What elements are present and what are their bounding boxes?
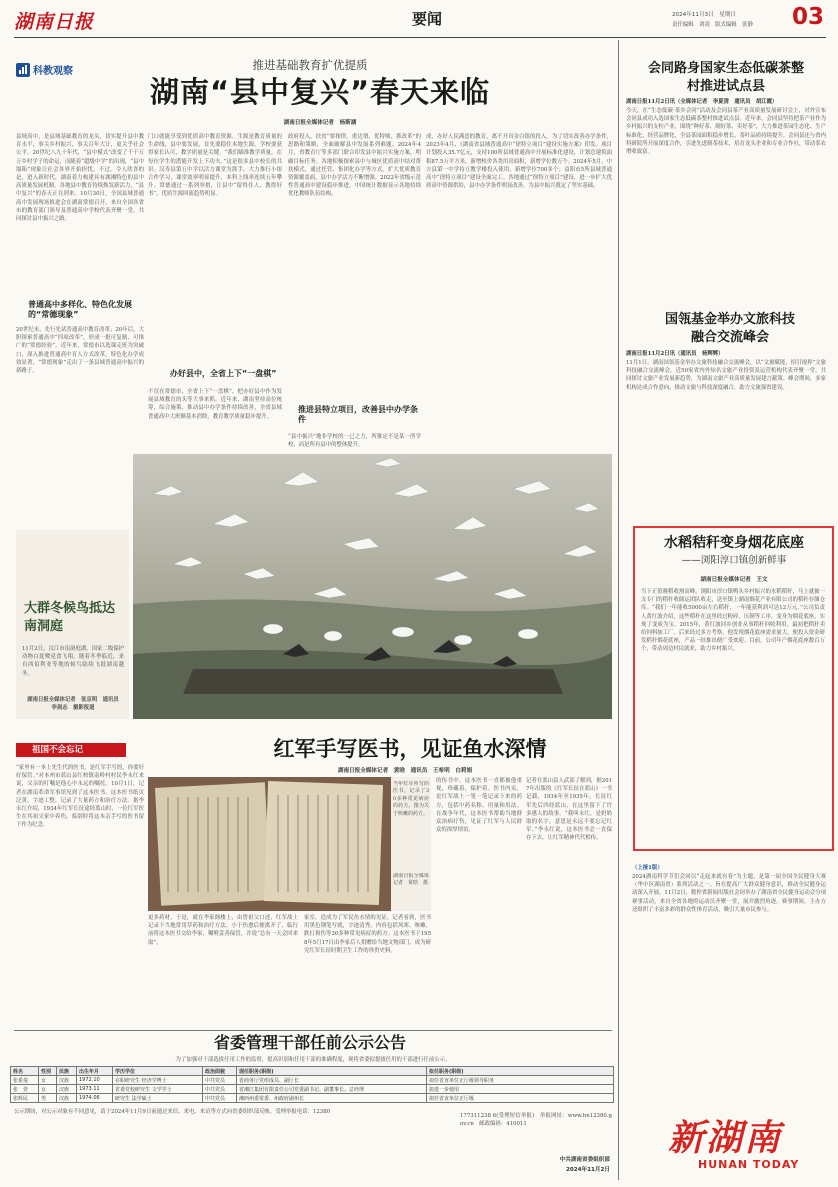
newspaper-logo: 湖南日报 bbox=[14, 11, 95, 33]
table-row bbox=[11, 1076, 614, 1085]
section-tag bbox=[16, 743, 126, 757]
photo-feature-caption: 11月2日，汉江市南洞庭湖，国家二级保护动物白琵鹭觅食飞翔。随着冬季临近，来自西伯利亚等地的候鸟陆续飞抵湖南越冬。 bbox=[22, 646, 124, 677]
notice-footer-text: 公示期间，对公示对象有不同意见，请于2024年11月9日前通过来信、来电、来访等方式向省委组织部反映。受理举报电话：12380 bbox=[14, 1109, 331, 1115]
table-cell: 中共党员 bbox=[203, 1085, 237, 1094]
table-cell: 省商务厅党组成员、副厅长 bbox=[237, 1076, 427, 1085]
feature-col1b: 20世纪末，先行先试普通高中教育改革；20年后，大胆探索普通高中“四项改革”，形成一批可复制、可推广的“常德经验”。近年来，常德市以选课走班为突破口，深入推进普通高中育人方式改革，特色化办学成效显著，“常德现象”走出了一条县域普通高中振兴的新路子。 bbox=[16, 327, 144, 375]
notice-intro: 为了加强对干部选拔任用工作的监督，提高识别和任用干部的准确程度，现将省委拟提拔任用的干部进行任前公示。 bbox=[175, 1057, 451, 1063]
col-gender: 性别 bbox=[39, 1067, 57, 1076]
table-cell: 1973.11 bbox=[77, 1085, 113, 1094]
table-cell: 张辉民 bbox=[11, 1094, 39, 1103]
watermark bbox=[660, 1110, 830, 1180]
table-cell: 拟进一步使用 bbox=[427, 1085, 614, 1094]
feature-col3b: “县中振兴”地非学校的一已之力，所推定不是某一所学校，而是所有县中的整体提升。 bbox=[288, 434, 421, 449]
sidebar-story1-text: 今天，在“生态低碳·茶乡会同”活动及会同县茶产业高质量发展研讨会上，对外宣布会同县成功入选国家生态低碳茶整村推进试点县。近年来，会同县坚持把茶产业作为乡村振兴的支柱产业，围绕“种好茶、制好茶、卖好茶”，大力推进茶园生态化、生产标准化、经营品牌化，全县茶园面积稳步增长，茶叶品质持续提升。会同县还与省内科研院所开展深度合作，引进先进制茶技术，培育龙头企业和专业合作社，带动茶农增收致富。 bbox=[626, 108, 826, 156]
col-current: 现任职务(职级) bbox=[237, 1067, 427, 1076]
feature-byline: 湖南日报全媒体记者 杨斯涵 bbox=[283, 120, 357, 126]
masthead bbox=[14, 6, 826, 36]
col-ethnicity: 民族 bbox=[57, 1067, 77, 1076]
table-cell: 汉族 bbox=[57, 1085, 77, 1094]
table-header-row bbox=[11, 1067, 614, 1076]
col-proposed: 拟任职务(职级) bbox=[427, 1067, 614, 1076]
notice-contact: 177311238 6(受理短信举报) 举报网址：www.hn12380.gov.cn 邮政编码：410011 bbox=[460, 1113, 612, 1128]
notice-headline: 省委管理干部任前公示公告 bbox=[213, 1033, 406, 1052]
feature-col1-subhead: 普通高中多样化、特色化发展的“常德现象” bbox=[28, 300, 132, 319]
table-cell: 张希曼 bbox=[11, 1076, 39, 1085]
sidebar-story1-headline: 会同路身国家生态低碳茶整村推进试点县 bbox=[647, 61, 804, 94]
lower-col2: 更多药材，于是，就在李家阁楼上，由曾祖父口述，红军战士记录下当地常用草药和治疗方法。小于伤愈后便离开了，临行前将这本医书交给李家，嘱咐妥善保管，并说“总有一天会回来取”。 bbox=[148, 915, 298, 946]
egret-photo-caption-box bbox=[16, 530, 129, 719]
watermark-logo: 新湖南 bbox=[668, 1118, 783, 1159]
table-cell: 省湘江集团有限责任公司党委副书记、副董事长、总经理 bbox=[237, 1085, 427, 1094]
sidebar-story2-text: 11月1日，湖南国瓴基金举办文旅科技融合交流峰会，以“文旅赋能，招引视界”文旅科技融合交流峰会。近50家省内外知名文旅产业投资及运营机构代表齐聚一堂，共同探讨文旅产业发展新趋势，为湖南文旅产业高质量发展建言献策。峰会期间，多家机构达成合作意向，推动文旅与科技深度融合，助力文旅强省建设。 bbox=[626, 360, 826, 391]
appointment-table bbox=[10, 1066, 614, 1103]
section-title: 要闻 bbox=[411, 10, 442, 28]
table-cell: 汉族 bbox=[57, 1094, 77, 1103]
table-cell: 1974.06 bbox=[77, 1094, 113, 1103]
masthead-rule bbox=[14, 37, 826, 38]
feature-col2-subhead: 办好县中，全省上下“一盘棋” bbox=[170, 369, 277, 378]
table-cell: 汉族 bbox=[57, 1076, 77, 1085]
sidebar-story2-lead: 湖南日报11月2日讯（通讯员 杨辉辉） bbox=[626, 351, 724, 357]
sidebar-story1-lead: 湖南日报11月2日讯（全媒体记者 李夏清 通讯员 胡江霞） bbox=[626, 99, 778, 105]
column-divider bbox=[618, 40, 619, 1180]
photo-feature-credit: 湖南日报全媒体记者 张京明 通讯员 李剑志 摄影报道 bbox=[27, 697, 124, 712]
feature-col3-subhead: 推进县特立项目，改善县中办学条件 bbox=[298, 405, 418, 424]
table-cell: 中共党员 bbox=[203, 1094, 237, 1103]
feature-kicker: 推进基础教育扩优提质 bbox=[252, 58, 368, 72]
table-cell: 张 萱 bbox=[11, 1085, 39, 1094]
sidebar-jump-text: 2024湖南科学节们会同以“走起来就有春”为主题，是第一届全国全民健身大赛（华中区湖南省）系列活动之一。旨在提高广大群众健身意识，推动全民健身运动深入开展。11月2日，数控省新闻出版社会同举办了湖南省全民健身运动会分项赛事活动，来自全省各地的运动员齐聚一堂，展开激烈角逐。赛事期间，主办方还组织了丰富多彩的群众性体育活动，吸引大量市民参与。 bbox=[632, 874, 826, 913]
lower-col5: 记者在蓝山县人武部了解到，据2017年出版的《红军长征在蓝山》一书记载，1934年至1935年，长征红军先后四经蓝山，在这里留下了许多感人的故事。“我叫永红，是奶奶取的名字，意思是永远不要忘记红军。”李永红说，这本医书会一直保存下去，让红军精神代代相传。 bbox=[526, 778, 612, 842]
col-name: 姓名 bbox=[11, 1067, 39, 1076]
sidebar-story2-headline: 国瓴基金举办文旅科技融合交流峰会 bbox=[664, 312, 795, 345]
lower-col4: 的传书中，这本医书一直都被他重视，珍藏着，保护着。医书内页，是红军战士一笔一笔记录下来的药方，包括中药名称、用量和用法。在战争年代，这本医书帮助当地群众治病疗伤，见证了红军与人民群众的深厚情谊。 bbox=[436, 778, 522, 834]
table-cell: 拟任省直单位正厅级 bbox=[427, 1094, 614, 1103]
table-cell: 湘西州委常委、州政府副州长 bbox=[237, 1094, 427, 1103]
table-row bbox=[11, 1085, 614, 1094]
table-cell: 在职研究生 经济学博士 bbox=[113, 1076, 203, 1085]
lower-col3: 家室，造成为了军民鱼水情的见证。记者看到，医书用黑色钢笔写就，字迹清秀，内容包括风寒、咳嗽、跌打损伤等30多种常见病症的药方。这本医书于1958年5月17日由李家后人捐赠给当地文物部门，成为研究红军长征时期卫生工作的珍贵史料。 bbox=[304, 915, 431, 954]
table-row bbox=[11, 1094, 614, 1103]
col-birth: 出生年月 bbox=[77, 1067, 113, 1076]
table-cell: 女 bbox=[39, 1076, 57, 1085]
table-cell: 男 bbox=[39, 1094, 57, 1103]
table-cell: 1972.10 bbox=[77, 1076, 113, 1085]
table-cell: 研究生 法学硕士 bbox=[113, 1094, 203, 1103]
feature-col4: 成，办好人民满意的教育，离不开真金白银的投入。为了切实改善办学条件，2023年4月，《湖南省县域普通高中“徐特立项目”建设实施方案》印发。项目计划投入35.7亿元，支持100所县域普通高中开展标准化建设，计划总建筑面积87.5万平方米，新增校舍各类用房面积，新增学位数万个。2024年5月，中方县第一中学持立教学楼投入使用，新增学位700多个；益阳市5所县域普通高中“徐特立项目”建设全面完工。各地通过“徐特立项目”建设，进一步扩大优质高中资源供给，县中办学条件明显改善，为县中振兴奠定了坚实基础。 bbox=[426, 134, 612, 190]
sidebar-story3-subtitle: ——浏阳淳口镇创新鲜事 bbox=[681, 555, 787, 566]
table-cell: 女 bbox=[39, 1085, 57, 1094]
feature-col1: 县域高中，是县域基础教育的龙头，切实提升县中教育水平，事关乡村振兴，事关百年大计，更关乎社会公平。20世纪八九十年代，“县中模式”改变了千千万万乡村学子的命运，而随着“超级中学”的出现，“县中塌陷”现象让社会各界开始担忧。不过，令人欣喜的是，进入新时代，湖南着力构建具有湖湘特色的县中高质量发展机制，各地县中教育持续焕发新活力，“县中复兴”的春天正在到来。10月30日，全国县域普通高中发展现场推进会在湖南常德召开，来自全国各省市的教育部门领导及普通高中学校代表齐聚一堂，共同探讨县中振兴之路。 bbox=[16, 134, 144, 223]
lower-headline: 红军手写医书，见证鱼水深情 bbox=[273, 737, 547, 761]
sidebar-story3-byline: 湖南日报全媒体记者 王文 bbox=[700, 577, 768, 583]
column-label bbox=[16, 61, 73, 78]
science-icon bbox=[16, 63, 30, 77]
col-education: 学历学位 bbox=[113, 1067, 203, 1076]
issue-date: 2024年11月3日 星期日 bbox=[672, 12, 737, 18]
watermark-subtext: HUNAN TODAY bbox=[698, 1158, 800, 1171]
section-tag-text: 祖国不会忘记 bbox=[32, 745, 84, 755]
notice-table-wrap bbox=[10, 1066, 614, 1103]
notice-signature: 中共湖南省委组织部 bbox=[559, 1157, 610, 1163]
medical-photo-caption: 当年红军所写的医书，记录了30多种常见病症的药方。图为关于咳嗽的药方。 bbox=[393, 781, 429, 817]
lower-byline: 湖南日报全媒体记者 黄晗 通讯员 王希明 白莉娟 bbox=[337, 768, 473, 774]
editors-line: 责任编辑 刘凌 版式编辑 张静 bbox=[672, 22, 753, 28]
notice-signature-date: 2024年11月2日 bbox=[565, 1167, 610, 1173]
table-cell: 拟任省直单位正厅级领导职务 bbox=[427, 1076, 614, 1085]
medical-book-photo bbox=[148, 777, 391, 911]
sidebar-story3-headline: 水稻秸秆变身烟花底座 bbox=[664, 535, 804, 551]
table-cell: 省委党校研究生 文学学士 bbox=[113, 1085, 203, 1094]
col-party: 政治面貌 bbox=[203, 1067, 237, 1076]
highlighted-story-box bbox=[633, 526, 834, 851]
page-number: 03 bbox=[792, 4, 825, 30]
photo-feature-title: 大群冬候鸟抵达南洞庭 bbox=[24, 601, 116, 634]
medical-photo-credit: 湖南日报全媒体记者 黄晗 摄 bbox=[393, 873, 429, 887]
table-cell: 中共党员 bbox=[203, 1076, 237, 1085]
feature-col3: 政府投入，扶贫“要探律，重边谓，优特师，抓改革”的思路和策略，全面破解县中发展系列难题。2024年4月，省教育厅等多部门联合印发县中振兴实施方案，明确目标任务。各地积极探索县中与城区优质高中结对帮扶模式，通过托管、集团化办学等方式，扩大优质教育资源覆盖面，县中办学活力不断增强。2022年省级示范性普通高中建设稳步推进，中国统计数据显示各地持续优化教师队伍结构。 bbox=[288, 134, 421, 198]
sidebar-story3-text: 当下正值晚稻收割高峰，浏阳市淳口镇鸭头乡村振兴的水稻稻杆，马上就被一支专门的稻秆收储运团队收走，送至镇上湖南烟花产业有限公司的稻秆存储仓库。“我们一年能收5000亩左右稻秆，一年能获利润可达12万元。”公司负责人黄红波介绍，这些稻秆在这里经过粉碎、压制等工序，变身为烟花底座，实现了变废为宝。2015年，黄红波回乡创业从事稻秆回收利用，最初把稻秆卖给饲料加工厂。后来经过多方考察，他发现烟花底座需求量大，便投入资金研发稻秆烟花底座，产品一经推出便广受欢迎。目前，公司年产烟花底座数百万个，带动周边村民就业，助力乡村振兴。 bbox=[641, 589, 825, 653]
egret-photo bbox=[133, 454, 612, 719]
feature-headline: 湖南“县中复兴”春天来临 bbox=[149, 75, 491, 109]
column-label-text: 科教观察 bbox=[33, 66, 73, 77]
medical-photo-caption-box bbox=[391, 777, 431, 911]
sidebar-jump-label: （上接1版） bbox=[632, 865, 663, 871]
feature-col2b: 不仅在常德市，全省上下“一盘棋”，把办好县中作为发展县域教育的头等大事来抓。近年来，湖南坚持高位统筹，综合施策，推动县中办学条件持续改善，全省县域普通高中大班额基本消除，教育教学质量稳步提升。 bbox=[148, 389, 282, 420]
feature-col2: 门口就能享受到优质高中教育资源。生源是教育质量的生命线，县中要发展，首先要稳住本地生源。学校要获得家长认可，教学质量是关键。“我们瞄准教学质量，在每位学生的潜能开发上下功夫。”这是很多县中校长的共识。汉寿县第五中学以活力课堂为抓手，大力推行小组合作学习，课堂效率明显提升，本科上线率连续五年攀升。常德通过一系列举措，让县中“留得住人、教得好书”，优质生源回流趋势明显。 bbox=[148, 134, 282, 198]
lower-col1: “家里有一本上先生代的医书，是红军手写的，你要好好保管。”对本州市蓝山县红校镇南岭村村民李永红来说，父亲的叮嘱是他心中永远的嘱托。10月1日，记者在湖南革命军事馆见到了这本医书。这本医书纸页泛黄，字迹工整，记录了大量药方和治疗方法。据李永红介绍，1934年红军长征途经蓝山时，一位红军医生在其祖父家中养伤，临别时将这本亲手写的医书留下作为纪念。 bbox=[16, 765, 144, 829]
